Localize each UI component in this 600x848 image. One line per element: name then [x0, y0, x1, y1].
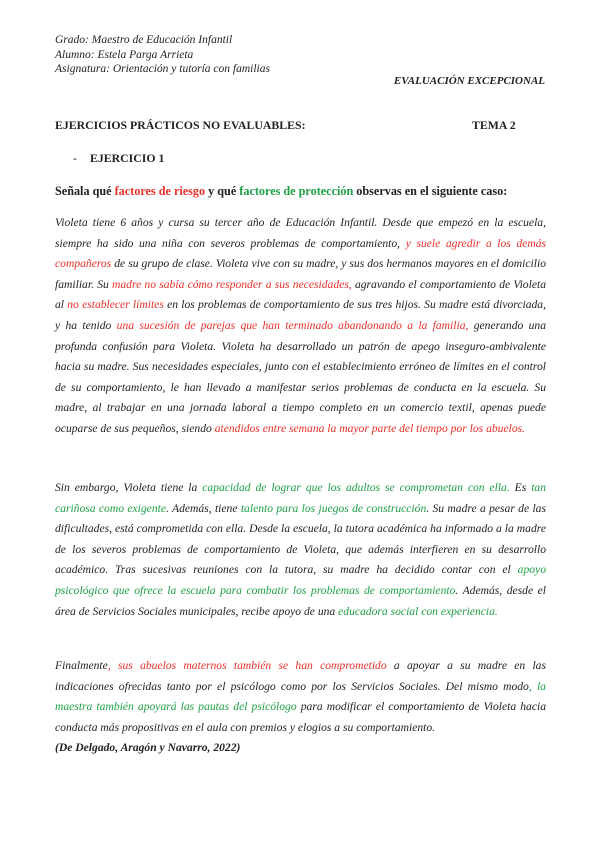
case-paragraph-2 [55, 478, 546, 622]
section-title: EJERCICIOS PRÁCTICOS NO EVALUABLES: [55, 118, 306, 132]
risk-factor: y suele agredir a los demás compañeros [55, 236, 546, 271]
header-alumno: Alumno: Estela Parga Arrieta [55, 49, 194, 61]
text-span: en los problemas de comportamiento de sus tres hijos. Su madre está divorciada, y ha tenido [55, 298, 547, 332]
ejercicio-title: EJERCICIO 1 [90, 151, 165, 165]
text-span: generando una profunda confusión para Violeta. Violeta ha desarrollado un patrón de apego inseguro-ambivalente hacia su madre. Sus necesidades especiales, junto con el establecimiento erróneo de límites en el control de su comportamiento, le han llevado a manifestar serios problemas de conducta en la escuela. Su madre, al trabajar en una jornada laboral a tiempo completo en un comercio textil, apenas puede ocuparse de sus pequeños, siendo [55, 318, 547, 435]
risk-factor: una sucesión de parejas que han terminado abandonando a la familia, [116, 318, 469, 332]
text-span: . Además, tiene [165, 501, 241, 515]
text-span: Sin embargo, Violeta tiene la [55, 481, 203, 494]
tema-label: TEMA 2 [472, 118, 516, 132]
text-span: agravando el comportamiento de Violeta al [55, 277, 546, 312]
evaluacion-label: EVALUACIÓN EXCEPCIONAL [393, 75, 545, 87]
text-span: de su grupo de clase. Violeta vive con su madre, y sus dos hermanos mayores en el domicilio familiar. Su [55, 257, 546, 291]
risk-factors-label: factores de riesgo [114, 184, 206, 198]
text-span: Finalmente [55, 659, 108, 672]
text-span: para modificar el comportamiento de Violeta hacia conducta más propositivas en el aula con premios y elogios a su comportamiento. [55, 700, 546, 734]
protection-factor: educadora social con experiencia. [338, 604, 498, 618]
instruction-text-2: y qué [205, 184, 240, 198]
text-span: a apoyar a su madre en las indicaciones ofrecidas tanto por el psicólogo como por los Servicios Sociales. Del mismo modo [55, 659, 546, 693]
case-paragraph-3 [55, 656, 546, 759]
case-paragraph-1 [55, 213, 546, 440]
instruction [55, 184, 507, 199]
risk-factor: no establecer límites [67, 298, 164, 312]
text-span: . Además, desde el área de Servicios Sociales municipales, recibe apoyo de una [55, 583, 546, 618]
protection-factor: apoyo psicológico que ofrece la escuela para combatir los problemas de comportamiento [55, 563, 546, 597]
instruction-text-1: Señala qué [55, 184, 115, 198]
risk-factor: , sus abuelos maternos también se han comprometido [107, 659, 387, 672]
citation: (De Delgado, Aragón y Navarro, 2022) [55, 741, 241, 755]
protection-factor: tan cariñosa como exigente [55, 481, 547, 515]
risk-factor: madre no sabía cómo responder a sus necesidades, [112, 277, 352, 291]
header-asignatura: Asignatura: Orientación y tutoría con familias [55, 63, 270, 75]
protection-factor: capacidad de lograr que los adultos se comprometan con ella. [202, 481, 510, 494]
protection-factors-label: factores de protección [239, 184, 354, 198]
text-span: Es [509, 481, 532, 494]
text-span: . Su madre a pesar de las dificultades, está comprometida con ella. Desde la escuela, la tutora académica ha informado a la madre de los severos problemas de comportamiento de Violeta, que además interfieren en su desarrollo académico. Tras sucesivas reuniones con la tutora, su madre ha decidido contar con el [55, 501, 546, 577]
list-dash: - [73, 151, 77, 165]
risk-factor: atendidos entre semana la mayor parte del tiempo por los abuelos. [214, 421, 526, 435]
protection-factor: , la maestra también apoyará las pautas del psicólogo [55, 679, 546, 714]
text-span: Violeta tiene 6 años y cursa su tercer año de Educación Infantil. Desde que empezó en la escuela, siempre ha sido una niña con severos problemas de comportamiento, [55, 216, 546, 250]
header-grado: Grado: Maestro de Educación Infantil [55, 34, 233, 46]
protection-factor: talento para los juegos de construcción [240, 501, 427, 515]
instruction-text-3: observas en el siguiente caso: [353, 184, 508, 198]
